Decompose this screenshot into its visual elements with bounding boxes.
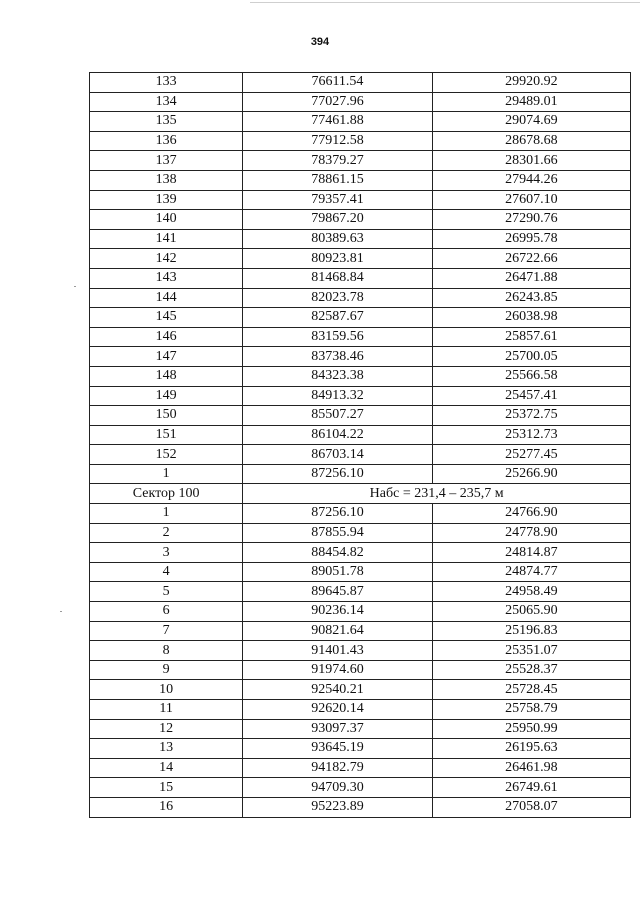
y-coordinate-cell: 25566.58: [432, 366, 630, 386]
y-coordinate-cell: 25728.45: [432, 680, 630, 700]
x-coordinate-cell: 90821.64: [243, 621, 432, 641]
point-number-cell: 7: [90, 621, 243, 641]
y-coordinate-cell: 24874.77: [432, 562, 630, 582]
x-coordinate-cell: 94709.30: [243, 778, 432, 798]
x-coordinate-cell: 79867.20: [243, 210, 432, 230]
table-row: [90, 621, 631, 641]
table-row: [90, 288, 631, 308]
table-row: [90, 797, 631, 817]
x-coordinate-cell: 84323.38: [243, 366, 432, 386]
point-number-cell: 13: [90, 739, 243, 759]
x-coordinate-cell: 86703.14: [243, 445, 432, 465]
table-row: [90, 73, 631, 93]
point-number-cell: 136: [90, 131, 243, 151]
table-row: [90, 268, 631, 288]
table-row: [90, 229, 631, 249]
table-row: [90, 249, 631, 269]
point-number-cell: 14: [90, 758, 243, 778]
point-number-cell: 142: [90, 249, 243, 269]
scan-edge-line: [250, 2, 640, 3]
point-number-cell: 152: [90, 445, 243, 465]
sector-height-range: Набс = 231,4 – 235,7 м: [243, 484, 631, 504]
point-number-cell: 12: [90, 719, 243, 739]
x-coordinate-cell: 90236.14: [243, 602, 432, 622]
y-coordinate-cell: 29920.92: [432, 73, 630, 93]
y-coordinate-cell: 26471.88: [432, 268, 630, 288]
x-coordinate-cell: 87855.94: [243, 523, 432, 543]
point-number-cell: 8: [90, 641, 243, 661]
page-number: 394: [310, 36, 330, 48]
x-coordinate-cell: 85507.27: [243, 406, 432, 426]
x-coordinate-cell: 80389.63: [243, 229, 432, 249]
table-row: [90, 131, 631, 151]
table-row: [90, 406, 631, 426]
y-coordinate-cell: 27607.10: [432, 190, 630, 210]
y-coordinate-cell: 26749.61: [432, 778, 630, 798]
x-coordinate-cell: 91974.60: [243, 660, 432, 680]
point-number-cell: 16: [90, 797, 243, 817]
point-number-cell: 138: [90, 170, 243, 190]
y-coordinate-cell: 26722.66: [432, 249, 630, 269]
sector-header-body: [90, 484, 631, 504]
point-number-cell: 2: [90, 523, 243, 543]
table-body-after-sector: [90, 504, 631, 818]
y-coordinate-cell: 26243.85: [432, 288, 630, 308]
point-number-cell: 143: [90, 268, 243, 288]
point-number-cell: 1: [90, 504, 243, 524]
point-number-cell: 10: [90, 680, 243, 700]
sector-label: Сектор 100: [90, 484, 243, 504]
y-coordinate-cell: 25351.07: [432, 641, 630, 661]
table-row: [90, 210, 631, 230]
y-coordinate-cell: 27290.76: [432, 210, 630, 230]
point-number-cell: 150: [90, 406, 243, 426]
table-row: [90, 660, 631, 680]
table-row: [90, 739, 631, 759]
point-number-cell: 9: [90, 660, 243, 680]
table-row: [90, 562, 631, 582]
point-number-cell: 4: [90, 562, 243, 582]
y-coordinate-cell: 24766.90: [432, 504, 630, 524]
y-coordinate-cell: 27058.07: [432, 797, 630, 817]
table-row: [90, 170, 631, 190]
table-row: [90, 112, 631, 132]
table-row: [90, 386, 631, 406]
table-row: [90, 190, 631, 210]
y-coordinate-cell: 25857.61: [432, 327, 630, 347]
point-number-cell: 149: [90, 386, 243, 406]
table-row: [90, 543, 631, 563]
point-number-cell: 133: [90, 73, 243, 93]
table-row: [90, 464, 631, 484]
x-coordinate-cell: 86104.22: [243, 425, 432, 445]
y-coordinate-cell: 26195.63: [432, 739, 630, 759]
x-coordinate-cell: 83159.56: [243, 327, 432, 347]
point-number-cell: 3: [90, 543, 243, 563]
coordinates-table: [89, 72, 631, 818]
point-number-cell: 151: [90, 425, 243, 445]
x-coordinate-cell: 77912.58: [243, 131, 432, 151]
x-coordinate-cell: 82587.67: [243, 308, 432, 328]
y-coordinate-cell: 25196.83: [432, 621, 630, 641]
table-row: [90, 719, 631, 739]
x-coordinate-cell: 94182.79: [243, 758, 432, 778]
x-coordinate-cell: 77027.96: [243, 92, 432, 112]
x-coordinate-cell: 80923.81: [243, 249, 432, 269]
table-row: [90, 366, 631, 386]
point-number-cell: 11: [90, 700, 243, 720]
point-number-cell: 1: [90, 464, 243, 484]
table-row: [90, 641, 631, 661]
y-coordinate-cell: 25312.73: [432, 425, 630, 445]
table-row: [90, 523, 631, 543]
point-number-cell: 134: [90, 92, 243, 112]
point-number-cell: 6: [90, 602, 243, 622]
sector-header-row: [90, 484, 631, 504]
y-coordinate-cell: 25277.45: [432, 445, 630, 465]
y-coordinate-cell: 25065.90: [432, 602, 630, 622]
x-coordinate-cell: 76611.54: [243, 73, 432, 93]
y-coordinate-cell: 27944.26: [432, 170, 630, 190]
point-number-cell: 146: [90, 327, 243, 347]
point-number-cell: 5: [90, 582, 243, 602]
y-coordinate-cell: 29489.01: [432, 92, 630, 112]
x-coordinate-cell: 83738.46: [243, 347, 432, 367]
y-coordinate-cell: 29074.69: [432, 112, 630, 132]
y-coordinate-cell: 28678.68: [432, 131, 630, 151]
y-coordinate-cell: 26461.98: [432, 758, 630, 778]
x-coordinate-cell: 92620.14: [243, 700, 432, 720]
scan-speck: [60, 611, 62, 612]
x-coordinate-cell: 87256.10: [243, 464, 432, 484]
table-row: [90, 308, 631, 328]
table-row: [90, 425, 631, 445]
point-number-cell: 147: [90, 347, 243, 367]
y-coordinate-cell: 25457.41: [432, 386, 630, 406]
x-coordinate-cell: 82023.78: [243, 288, 432, 308]
x-coordinate-cell: 77461.88: [243, 112, 432, 132]
table-row: [90, 327, 631, 347]
x-coordinate-cell: 79357.41: [243, 190, 432, 210]
point-number-cell: 145: [90, 308, 243, 328]
table-body-before-sector: [90, 73, 631, 484]
y-coordinate-cell: 24958.49: [432, 582, 630, 602]
y-coordinate-cell: 28301.66: [432, 151, 630, 171]
x-coordinate-cell: 84913.32: [243, 386, 432, 406]
x-coordinate-cell: 88454.82: [243, 543, 432, 563]
table-row: [90, 504, 631, 524]
y-coordinate-cell: 24814.87: [432, 543, 630, 563]
x-coordinate-cell: 89051.78: [243, 562, 432, 582]
x-coordinate-cell: 78379.27: [243, 151, 432, 171]
x-coordinate-cell: 78861.15: [243, 170, 432, 190]
point-number-cell: 135: [90, 112, 243, 132]
point-number-cell: 148: [90, 366, 243, 386]
y-coordinate-cell: 25266.90: [432, 464, 630, 484]
y-coordinate-cell: 26995.78: [432, 229, 630, 249]
y-coordinate-cell: 26038.98: [432, 308, 630, 328]
table-row: [90, 758, 631, 778]
x-coordinate-cell: 89645.87: [243, 582, 432, 602]
table-row: [90, 92, 631, 112]
x-coordinate-cell: 81468.84: [243, 268, 432, 288]
x-coordinate-cell: 93097.37: [243, 719, 432, 739]
y-coordinate-cell: 25700.05: [432, 347, 630, 367]
point-number-cell: 137: [90, 151, 243, 171]
x-coordinate-cell: 93645.19: [243, 739, 432, 759]
table-row: [90, 602, 631, 622]
y-coordinate-cell: 25528.37: [432, 660, 630, 680]
table-row: [90, 151, 631, 171]
point-number-cell: 141: [90, 229, 243, 249]
table-row: [90, 347, 631, 367]
y-coordinate-cell: 25758.79: [432, 700, 630, 720]
x-coordinate-cell: 95223.89: [243, 797, 432, 817]
point-number-cell: 144: [90, 288, 243, 308]
point-number-cell: 140: [90, 210, 243, 230]
x-coordinate-cell: 92540.21: [243, 680, 432, 700]
point-number-cell: 15: [90, 778, 243, 798]
point-number-cell: 139: [90, 190, 243, 210]
table-row: [90, 680, 631, 700]
y-coordinate-cell: 25372.75: [432, 406, 630, 426]
scan-speck: [74, 286, 76, 287]
table-row: [90, 582, 631, 602]
table-row: [90, 445, 631, 465]
table-row: [90, 778, 631, 798]
table-row: [90, 700, 631, 720]
x-coordinate-cell: 87256.10: [243, 504, 432, 524]
y-coordinate-cell: 24778.90: [432, 523, 630, 543]
y-coordinate-cell: 25950.99: [432, 719, 630, 739]
x-coordinate-cell: 91401.43: [243, 641, 432, 661]
